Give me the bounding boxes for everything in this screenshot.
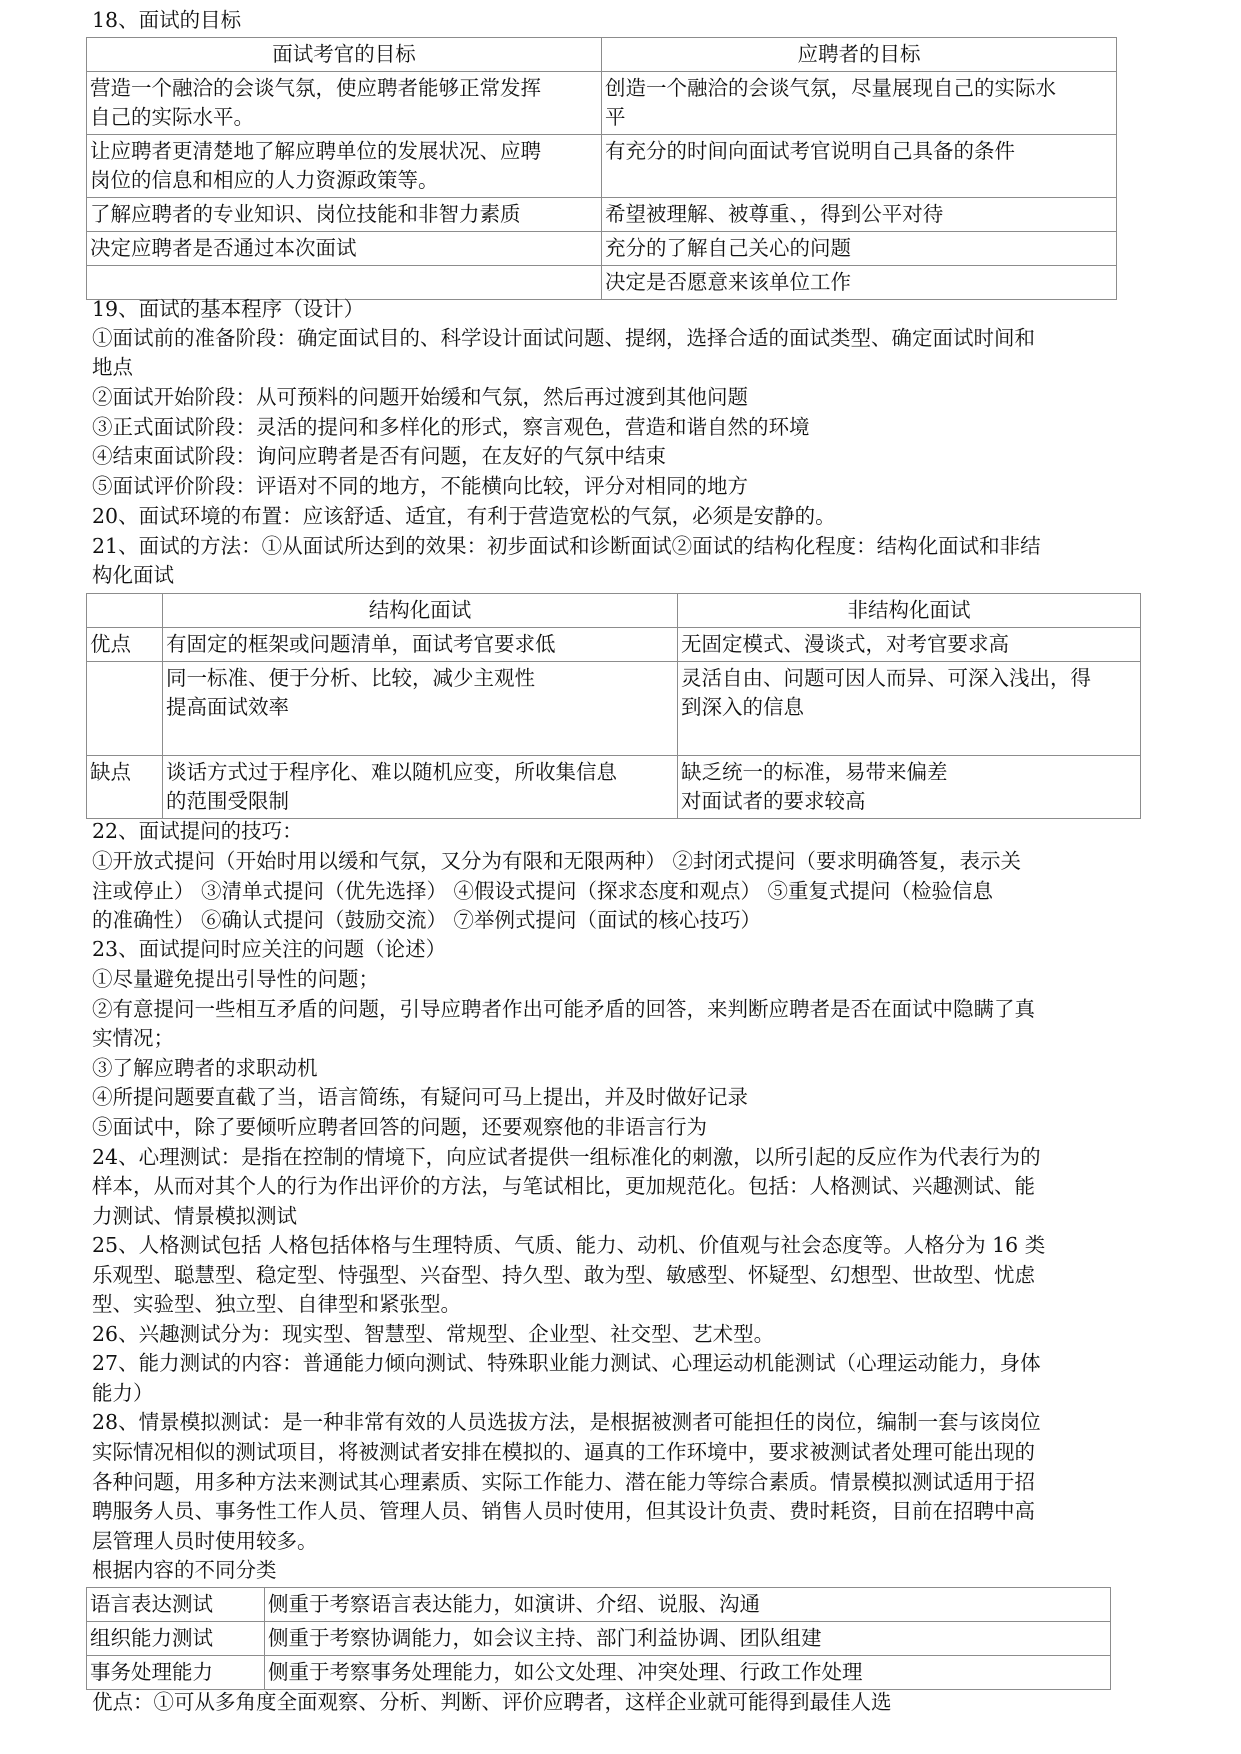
col-header-structured: 结构化面试 [163, 594, 678, 628]
text-line: ②有意提问一些相互矛盾的问题，引导应聘者作出可能矛盾的回答，来判断应聘者是否在面试中隐瞒了真 [92, 997, 1035, 1021]
table-cell: 有充分的时间向面试考官说明自己具备的条件 [602, 135, 1117, 198]
section-18-heading: 18、面试的目标 [92, 8, 242, 32]
section-20-text: 20、面试环境的布置：应该舒适、适宜，有利于营造宽松的气氛，必须是安静的。 [92, 504, 836, 528]
row-label-disadvantage: 缺点 [87, 756, 163, 819]
table-cell: 让应聘者更清楚地了解应聘单位的发展状况、应聘 岗位的信息和相应的人力资源政策等。 [87, 135, 602, 198]
section-24-text: 24、心理测试：是指在控制的情境下，向应试者提供一组标准化的刺激，以所引起的反应作为代表行为的 [92, 1145, 1041, 1169]
col-header-interviewer: 面试考官的目标 [87, 38, 602, 72]
table-cell [87, 662, 163, 756]
text-line: ①开放式提问（开始时用以缓和气氛，又分为有限和无限两种） ②封闭式提问（要求明确答复，表示关 [92, 849, 1022, 873]
text-line: 地点 [92, 355, 133, 379]
table-cell: 灵活自由、问题可因人而异、可深入浅出，得 到深入的信息 [678, 662, 1141, 756]
text-line: 各种问题，用多种方法来测试其心理素质、实际工作能力、潜在能力等综合素质。情景模拟测试适用于招 [92, 1470, 1035, 1494]
col-header-unstructured: 非结构化面试 [678, 594, 1141, 628]
text-line: 聘服务人员、事务性工作人员、管理人员、销售人员时使用，但其设计负责、费时耗资，目前在招聘中高 [92, 1499, 1035, 1523]
text-line: 型、实验型、独立型、自律型和紧张型。 [92, 1292, 461, 1316]
section-28-text: 28、情景模拟测试：是一种非常有效的人员选拔方法，是根据被测者可能担任的岗位，编制一套与该岗位 [92, 1410, 1041, 1434]
interview-methods-table [86, 593, 1141, 819]
text-line: ③了解应聘者的求职动机 [92, 1056, 318, 1080]
text-line: 实际情况相似的测试项目，将被测试者安排在模拟的、逼真的工作环境中，要求被测试者处理可能出现的 [92, 1440, 1035, 1464]
text-line: 的准确性） ⑥确认式提问（鼓励交流） ⑦举例式提问（面试的核心技巧） [92, 908, 762, 932]
table-cell: 充分的了解自己关心的问题 [602, 232, 1117, 266]
table-cell: 希望被理解、被尊重、，得到公平对待 [602, 198, 1117, 232]
text-line: ①面试前的准备阶段：确定面试目的、科学设计面试问题、提纲，选择合适的面试类型、确定面试时间和 [92, 326, 1035, 350]
text-line: 层管理人员时使用较多。 [92, 1529, 318, 1553]
classification-table [86, 1587, 1111, 1690]
section-25-text: 25、人格测试包括 人格包括体格与生理特质、气质、能力、动机、价值观与社会态度等。人格分为 16 类 [92, 1233, 1046, 1257]
text-line: 实情况； [92, 1026, 174, 1050]
interview-goals-table [86, 37, 1117, 300]
text-line: ⑤面试中，除了要倾听应聘者回答的问题，还要观察他的非语言行为 [92, 1115, 707, 1139]
table-cell: 侧重于考察语言表达能力，如演讲、介绍、说服、沟通 [265, 1588, 1111, 1622]
text-line: 乐观型、聪慧型、稳定型、恃强型、兴奋型、持久型、敢为型、敏感型、怀疑型、幻想型、世故型、忧虑 [92, 1263, 1035, 1287]
text-line: 样本，从而对其个人的行为作出评价的方法，与笔试相比，更加规范化。包括：人格测试、兴趣测试、能 [92, 1174, 1035, 1198]
classification-heading: 根据内容的不同分类 [92, 1558, 277, 1582]
table-cell: 事务处理能力 [87, 1656, 265, 1690]
text-line: 力测试、情景模拟测试 [92, 1204, 297, 1228]
text-line: ④所提问题要直截了当，语言简练，有疑问可马上提出，并及时做好记录 [92, 1085, 748, 1109]
advantage-text: 优点：①可从多角度全面观察、分析、判断、评价应聘者，这样企业就可能得到最佳人选 [92, 1690, 892, 1714]
text-line: ①尽量避免提出引导性的问题； [92, 967, 379, 991]
table-cell: 营造一个融洽的会谈气氛，使应聘者能够正常发挥 自己的实际水平。 [87, 72, 602, 135]
text-line: ②面试开始阶段：从可预料的问题开始缓和气氛，然后再过渡到其他问题 [92, 385, 748, 409]
col-header-applicant: 应聘者的目标 [602, 38, 1117, 72]
text-line: ④结束面试阶段：询问应聘者是否有问题，在友好的气氛中结束 [92, 444, 666, 468]
section-19-heading: 19、面试的基本程序（设计） [92, 297, 365, 321]
table-cell: 侧重于考察事务处理能力，如公文处理、冲突处理、行政工作处理 [265, 1656, 1111, 1690]
table-cell: 缺乏统一的标准，易带来偏差 对面试者的要求较高 [678, 756, 1141, 819]
table-cell: 了解应聘者的专业知识、岗位技能和非智力素质 [87, 198, 602, 232]
section-21-text: 21、面试的方法：①从面试所达到的效果：初步面试和诊断面试②面试的结构化程度：结构化面试和非结 [92, 534, 1041, 558]
table-cell: 侧重于考察协调能力，如会议主持、部门利益协调、团队组建 [265, 1622, 1111, 1656]
section-23-heading: 23、面试提问时应关注的问题（论述） [92, 937, 447, 961]
text-line: 能力） [92, 1381, 154, 1405]
text-line: 构化面试 [92, 563, 174, 587]
text-line: ③正式面试阶段：灵活的提问和多样化的形式，察言观色，营造和谐自然的环境 [92, 415, 810, 439]
text-line: 注或停止） ③清单式提问（优先选择） ④假设式提问（探求态度和观点） ⑤重复式提问（检验信息 [92, 879, 994, 903]
text-line: ⑤面试评价阶段：评语对不同的地方，不能横向比较，评分对相同的地方 [92, 474, 748, 498]
table-cell: 语言表达测试 [87, 1588, 265, 1622]
table-cell: 创造一个融洽的会谈气氛，尽量展现自己的实际水 平 [602, 72, 1117, 135]
table-cell: 无固定模式、漫谈式，对考官要求高 [678, 628, 1141, 662]
section-26-text: 26、兴趣测试分为：现实型、智慧型、常规型、企业型、社交型、艺术型。 [92, 1322, 775, 1346]
row-label-advantage: 优点 [87, 628, 163, 662]
table-cell: 同一标准、便于分析、比较，减少主观性 提高面试效率 [163, 662, 678, 756]
section-27-text: 27、能力测试的内容：普通能力倾向测试、特殊职业能力测试、心理运动机能测试（心理运动能力，身体 [92, 1351, 1041, 1375]
section-22-heading: 22、面试提问的技巧： [92, 819, 303, 843]
table-cell: 有固定的框架或问题清单，面试考官要求低 [163, 628, 678, 662]
table-cell: 决定应聘者是否通过本次面试 [87, 232, 602, 266]
table-cell: 组织能力测试 [87, 1622, 265, 1656]
table-cell: 决定是否愿意来该单位工作 [602, 266, 1117, 300]
table-cell: 谈话方式过于程序化、难以随机应变，所收集信息 的范围受限制 [163, 756, 678, 819]
table-cell [87, 594, 163, 628]
